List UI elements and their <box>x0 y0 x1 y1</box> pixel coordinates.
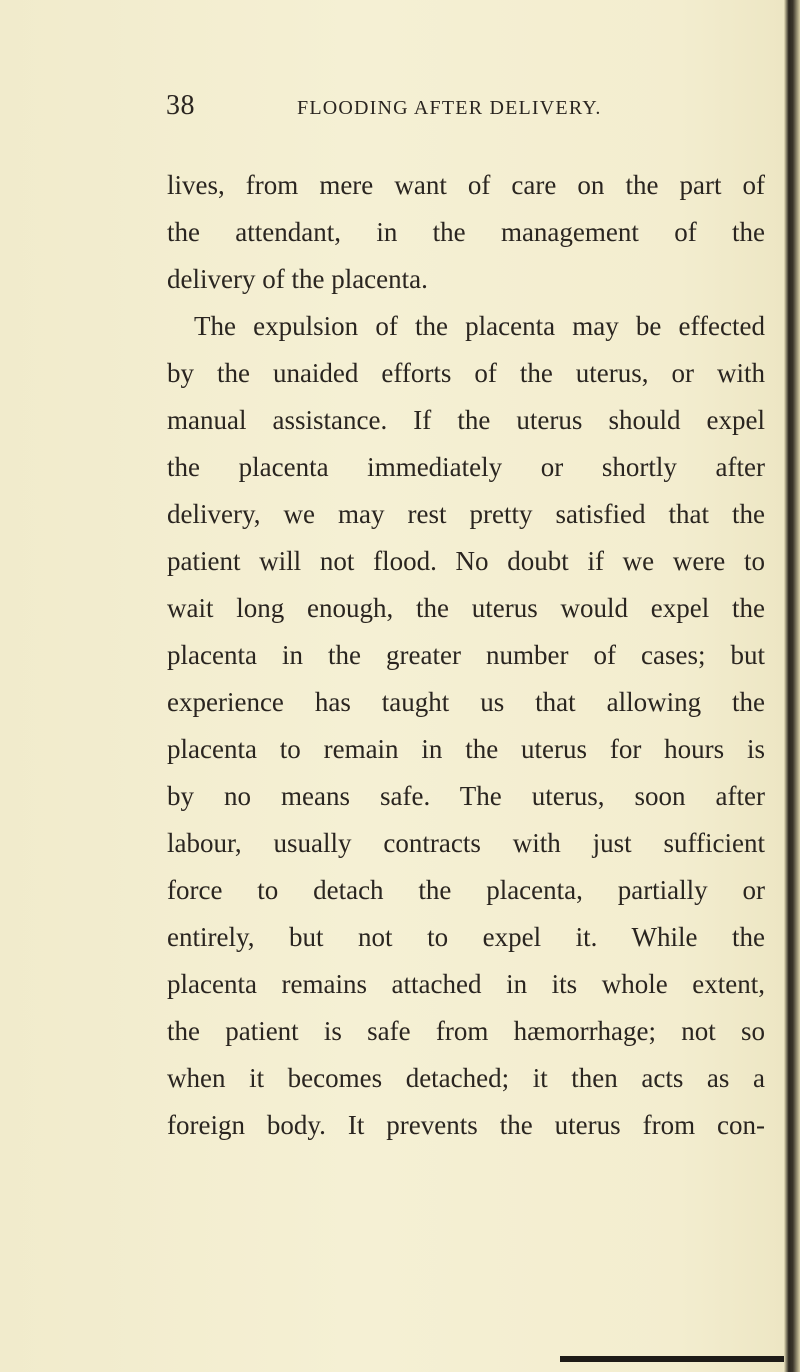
text-line: delivery, we may rest pretty satisfied that the <box>167 499 765 529</box>
text-line: the placenta immediately or shortly after <box>167 452 765 482</box>
text-line: wait long enough, the uterus would expel the <box>167 593 765 623</box>
text-line: labour, usually contracts with just sufficient <box>167 828 765 858</box>
text-line: manual assistance. If the uterus should expel <box>167 405 765 435</box>
text-line: placenta to remain in the uterus for hours is <box>167 734 765 764</box>
text-line: lives, from mere want of care on the part of <box>167 170 765 200</box>
text-line: experience has taught us that allowing the <box>167 687 765 717</box>
page-number: 38 <box>166 90 195 121</box>
text-line: foreign body. It prevents the uterus from con- <box>167 1110 765 1140</box>
text-line: force to detach the placenta, partially or <box>167 875 765 905</box>
page-header <box>0 86 800 126</box>
page-bottom-edge <box>560 1356 784 1362</box>
text-line: placenta in the greater number of cases; but <box>167 640 765 670</box>
text-line: the attendant, in the management of the <box>167 217 765 247</box>
text-line: entirely, but not to expel it. While the <box>167 922 765 952</box>
running-head: FLOODING AFTER DELIVERY. <box>297 97 602 119</box>
body-text <box>167 162 765 1149</box>
page-binding-edge <box>784 0 800 1372</box>
text-line: by the unaided efforts of the uterus, or with <box>167 358 765 388</box>
text-line: patient will not flood. No doubt if we were to <box>167 546 765 576</box>
text-line: by no means safe. The uterus, soon after <box>167 781 765 811</box>
text-line: the patient is safe from hæmorrhage; not so <box>167 1016 765 1046</box>
text-line: placenta remains attached in its whole extent, <box>167 969 765 999</box>
text-line: The expulsion of the placenta may be effected <box>194 311 765 341</box>
text-line: when it becomes detached; it then acts as a <box>167 1063 765 1093</box>
text-line: delivery of the placenta. <box>167 264 428 294</box>
